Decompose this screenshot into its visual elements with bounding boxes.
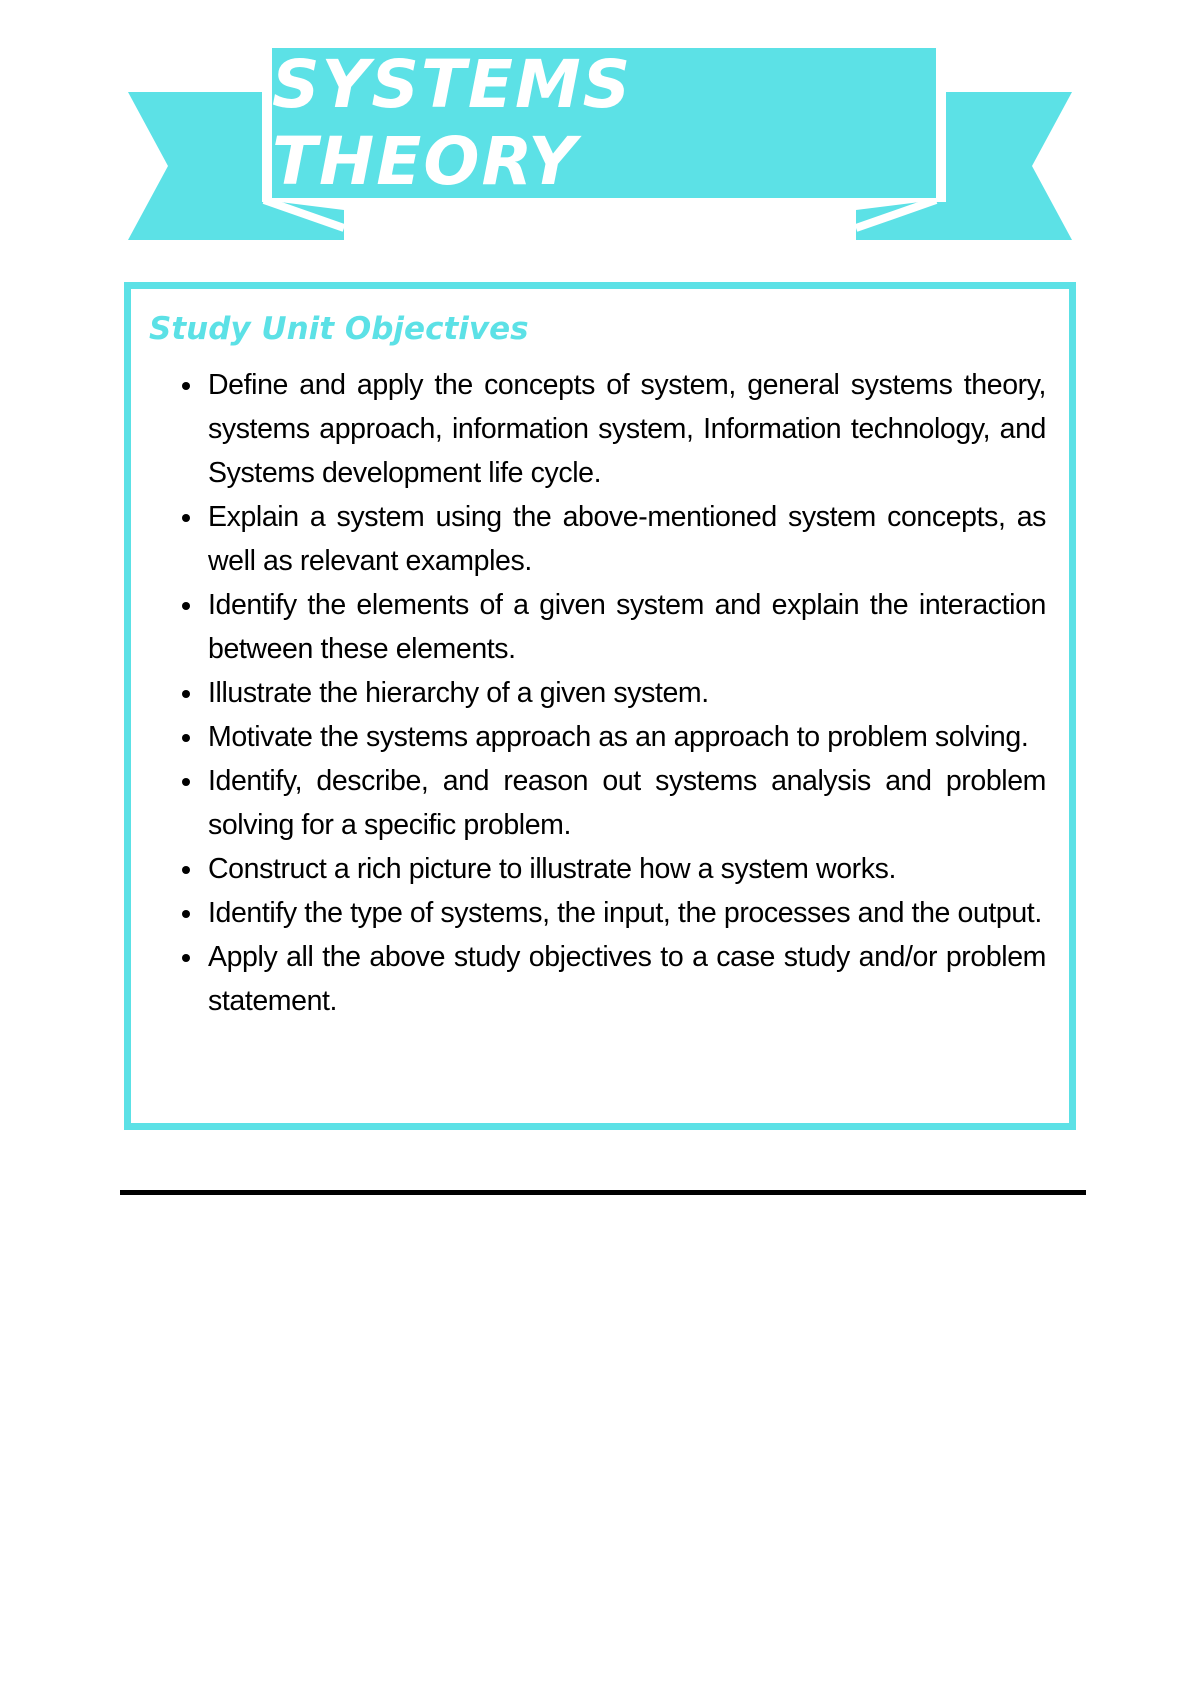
list-item [208, 583, 1046, 671]
list-item [208, 759, 1046, 847]
list-item-text: Motivate the systems approach as an approach to problem solving. [208, 721, 1029, 753]
list-item [208, 715, 1046, 759]
bullet-dot-icon [182, 734, 190, 742]
page-title: SYSTEMS THEORY [272, 46, 633, 200]
objectives-heading: Study Unit Objectives [149, 311, 529, 347]
bullet-dot-icon [182, 778, 190, 786]
bullet-dot-icon [182, 954, 190, 962]
banner-left-tail [128, 92, 264, 240]
list-item-text: Define and apply the concepts of system, general systems theory, systems approach, information system, Information technology, and Systems development life cycle. [208, 369, 1046, 489]
bullet-dot-icon [182, 866, 190, 874]
list-item [208, 363, 1046, 495]
list-item [208, 847, 1046, 891]
list-item-text: Apply all the above study objectives to a case study and/or problem statement. [208, 941, 1046, 1017]
banner-right-tail [936, 92, 1072, 240]
bullet-dot-icon [182, 690, 190, 698]
list-item-text: Construct a rich picture to illustrate how a system works. [208, 853, 896, 885]
section-divider [120, 1190, 1086, 1195]
list-item-text: Identify the type of systems, the input, the processes and the output. [208, 897, 1042, 929]
title-banner [0, 0, 1200, 260]
list-item [208, 671, 1046, 715]
list-item-text: Identify, describe, and reason out systems analysis and problem solving for a specific problem. [208, 765, 1046, 841]
bullet-dot-icon [182, 382, 190, 390]
list-item [208, 495, 1046, 583]
bullet-dot-icon [182, 910, 190, 918]
objectives-list [208, 363, 1046, 1023]
list-item-text: Illustrate the hierarchy of a given system. [208, 677, 709, 709]
list-item-text: Explain a system using the above-mentioned system concepts, as well as relevant examples. [208, 501, 1046, 577]
list-item [208, 935, 1046, 1023]
objectives-box [124, 282, 1076, 1130]
list-item [208, 891, 1046, 935]
bullet-dot-icon [182, 514, 190, 522]
list-item-text: Identify the elements of a given system and explain the interaction between these elements. [208, 589, 1046, 665]
bullet-dot-icon [182, 602, 190, 610]
